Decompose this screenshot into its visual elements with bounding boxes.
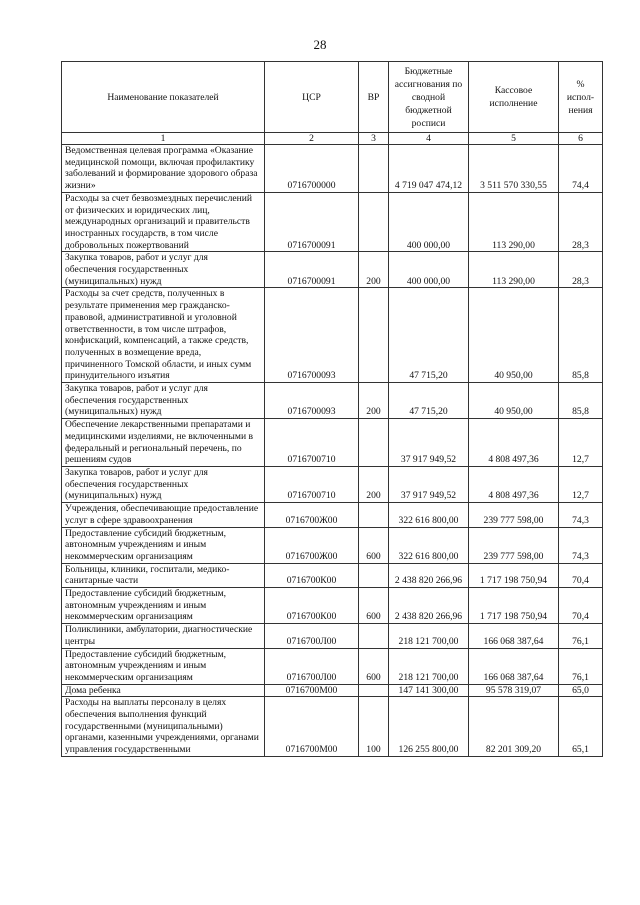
table-row <box>62 192 603 252</box>
row-csr: 0716700000 <box>265 145 359 193</box>
row-cash: 4 808 497,36 <box>469 466 559 502</box>
row-vr: 100 <box>359 697 389 757</box>
header-pct: % испол-нения <box>559 62 603 133</box>
row-cash: 82 201 309,20 <box>469 697 559 757</box>
table-row <box>62 527 603 563</box>
row-name: Расходы на выплаты персоналу в целях обеспечения выполнения функций государственными (муниципальными) органами, казенными учреждениями, органами управления государственными <box>62 697 265 757</box>
row-cash: 113 290,00 <box>469 192 559 252</box>
table-row <box>62 288 603 383</box>
row-vr <box>359 684 389 697</box>
row-budget: 37 917 949,52 <box>389 419 469 467</box>
row-cash: 113 290,00 <box>469 252 559 288</box>
column-number: 6 <box>559 133 603 145</box>
column-number: 2 <box>265 133 359 145</box>
row-csr: 0716700091 <box>265 192 359 252</box>
row-name: Закупка товаров, работ и услуг для обеспечения государственных (муниципальных) нужд <box>62 466 265 502</box>
row-vr: 600 <box>359 588 389 624</box>
row-budget: 2 438 820 266,96 <box>389 563 469 587</box>
row-cash: 3 511 570 330,55 <box>469 145 559 193</box>
row-budget: 126 255 800,00 <box>389 697 469 757</box>
table-row <box>62 684 603 697</box>
column-number: 1 <box>62 133 265 145</box>
table-row <box>62 563 603 587</box>
row-pct: 12,7 <box>559 466 603 502</box>
table-row <box>62 624 603 648</box>
row-vr: 200 <box>359 252 389 288</box>
row-vr: 600 <box>359 648 389 684</box>
row-budget: 218 121 700,00 <box>389 648 469 684</box>
row-cash: 40 950,00 <box>469 288 559 383</box>
row-csr: 0716700093 <box>265 383 359 419</box>
table-row <box>62 648 603 684</box>
header-vr: ВР <box>359 62 389 133</box>
row-cash: 40 950,00 <box>469 383 559 419</box>
row-csr: 0716700Ж00 <box>265 503 359 527</box>
page-number: 28 <box>313 37 327 52</box>
row-name: Закупка товаров, работ и услуг для обеспечения государственных (муниципальных) нужд <box>62 383 265 419</box>
row-csr: 0716700093 <box>265 288 359 383</box>
row-name: Учреждения, обеспечивающие предоставление услуг в сфере здравоохранения <box>62 503 265 527</box>
table-row <box>62 588 603 624</box>
row-name: Предоставление субсидий бюджетным, автономным учреждениям и иным некоммерческим организациям <box>62 648 265 684</box>
row-name: Обеспечение лекарственными препаратами и медицинскими изделиями, не включенными в федеральный и региональный перечень, по решениям судов <box>62 419 265 467</box>
row-pct: 85,8 <box>559 383 603 419</box>
row-vr: 200 <box>359 466 389 502</box>
row-pct: 65,1 <box>559 697 603 757</box>
row-name: Предоставление субсидий бюджетным, автономным учреждениям и иным некоммерческим организациям <box>62 588 265 624</box>
row-cash: 166 068 387,64 <box>469 624 559 648</box>
row-pct: 65,0 <box>559 684 603 697</box>
row-cash: 4 808 497,36 <box>469 419 559 467</box>
header-csr: ЦСР <box>265 62 359 133</box>
row-vr <box>359 192 389 252</box>
row-csr: 0716700710 <box>265 466 359 502</box>
row-vr <box>359 288 389 383</box>
row-budget: 4 719 047 474,12 <box>389 145 469 193</box>
row-csr: 0716700Л00 <box>265 624 359 648</box>
row-budget: 2 438 820 266,96 <box>389 588 469 624</box>
column-number-row <box>62 133 603 145</box>
row-budget: 37 917 949,52 <box>389 466 469 502</box>
row-budget: 400 000,00 <box>389 192 469 252</box>
row-csr: 0716700710 <box>265 419 359 467</box>
table-row <box>62 419 603 467</box>
row-name: Дома ребенка <box>62 684 265 697</box>
row-pct: 74,3 <box>559 503 603 527</box>
row-pct: 76,1 <box>559 648 603 684</box>
table-row <box>62 145 603 193</box>
table-row <box>62 466 603 502</box>
row-pct: 85,8 <box>559 288 603 383</box>
row-cash: 95 578 319,07 <box>469 684 559 697</box>
table-row <box>62 383 603 419</box>
row-name: Закупка товаров, работ и услуг для обеспечения государственных (муниципальных) нужд <box>62 252 265 288</box>
row-cash: 1 717 198 750,94 <box>469 563 559 587</box>
row-cash: 239 777 598,00 <box>469 503 559 527</box>
row-vr <box>359 419 389 467</box>
row-pct: 76,1 <box>559 624 603 648</box>
header-budget: Бюджетные ассигнования по сводной бюджетной росписи <box>389 62 469 133</box>
table-header-row <box>62 62 603 133</box>
row-name: Поликлиники, амбулатории, диагностические центры <box>62 624 265 648</box>
row-csr: 0716700М00 <box>265 684 359 697</box>
budget-table <box>61 61 603 757</box>
row-vr <box>359 145 389 193</box>
table-row <box>62 697 603 757</box>
row-pct: 74,3 <box>559 527 603 563</box>
row-name: Больницы, клиники, госпитали, медико-санитарные части <box>62 563 265 587</box>
row-csr: 0716700Ж00 <box>265 527 359 563</box>
header-cash: Кассовое исполнение <box>469 62 559 133</box>
table-row <box>62 252 603 288</box>
row-vr: 600 <box>359 527 389 563</box>
row-name: Ведомственная целевая программа «Оказание медицинской помощи, включая профилактику заболеваний и формирование здорового образа жизни» <box>62 145 265 193</box>
row-pct: 70,4 <box>559 588 603 624</box>
header-name: Наименование показателей <box>62 62 265 133</box>
row-pct: 74,4 <box>559 145 603 193</box>
row-csr: 0716700К00 <box>265 588 359 624</box>
row-pct: 70,4 <box>559 563 603 587</box>
row-cash: 166 068 387,64 <box>469 648 559 684</box>
row-budget: 147 141 300,00 <box>389 684 469 697</box>
row-vr: 200 <box>359 383 389 419</box>
row-budget: 322 616 800,00 <box>389 503 469 527</box>
row-name: Предоставление субсидий бюджетным, автономным учреждениям и иным некоммерческим организациям <box>62 527 265 563</box>
row-budget: 47 715,20 <box>389 288 469 383</box>
column-number: 4 <box>389 133 469 145</box>
row-cash: 239 777 598,00 <box>469 527 559 563</box>
row-csr: 0716700М00 <box>265 697 359 757</box>
row-csr: 0716700Л00 <box>265 648 359 684</box>
row-budget: 218 121 700,00 <box>389 624 469 648</box>
row-pct: 12,7 <box>559 419 603 467</box>
row-csr: 0716700091 <box>265 252 359 288</box>
row-vr <box>359 563 389 587</box>
row-budget: 47 715,20 <box>389 383 469 419</box>
table-row <box>62 503 603 527</box>
row-pct: 28,3 <box>559 192 603 252</box>
row-name: Расходы за счет безвозмездных перечислений от физических и юридических лиц, международных организаций и правительств иностранных государств, в том числе добровольных пожертвований <box>62 192 265 252</box>
table-body <box>62 145 603 757</box>
row-csr: 0716700К00 <box>265 563 359 587</box>
column-number: 5 <box>469 133 559 145</box>
row-vr <box>359 624 389 648</box>
row-budget: 400 000,00 <box>389 252 469 288</box>
row-vr <box>359 503 389 527</box>
column-number: 3 <box>359 133 389 145</box>
row-name: Расходы за счет средств, полученных в результате применения мер гражданско-правовой, административной и уголовной ответственности, в том числе штрафов, конфискаций, компенсаций, а также средств, полученных в возмещение вреда, причиненного Томской области, и иных сумм принудительного изъятия <box>62 288 265 383</box>
row-pct: 28,3 <box>559 252 603 288</box>
row-cash: 1 717 198 750,94 <box>469 588 559 624</box>
row-budget: 322 616 800,00 <box>389 527 469 563</box>
